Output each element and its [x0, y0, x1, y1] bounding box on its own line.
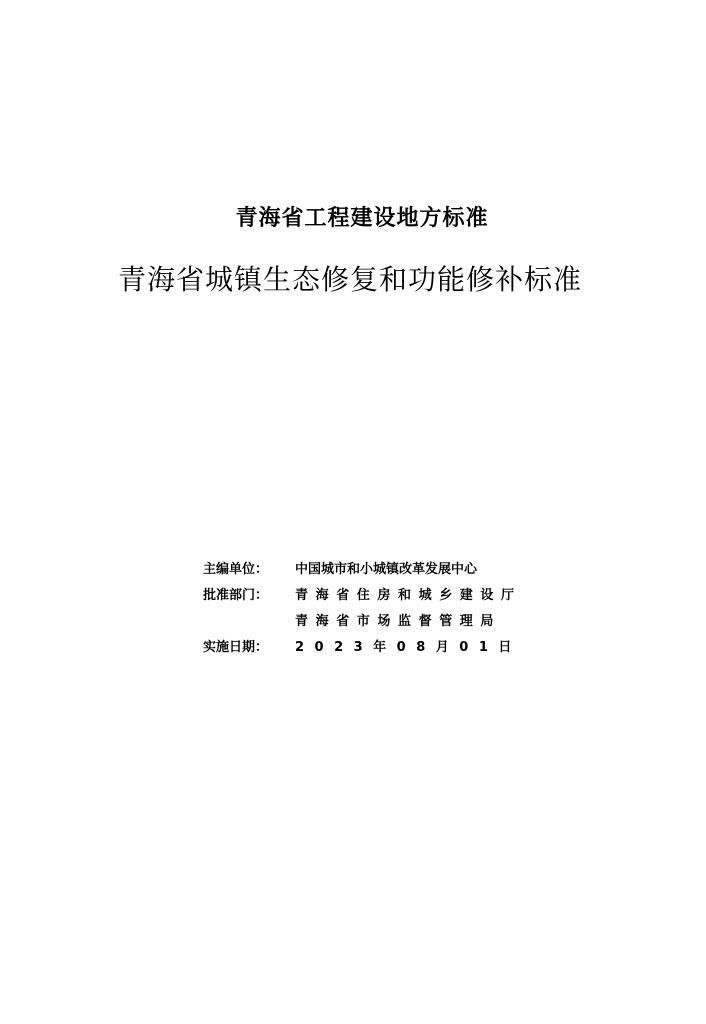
approver-value-1: 青海省住房和城乡建设厅	[295, 588, 522, 603]
date-label: 实施日期：	[203, 640, 269, 655]
approver-label: 批准部门：	[203, 588, 269, 603]
editor-label: 主编单位：	[203, 562, 269, 577]
approver-value-2: 青海省市场监督管理局	[295, 614, 502, 629]
document-title: 青海省城镇生态修复和功能修补标准	[118, 263, 583, 296]
editor-value: 中国城市和小城镇改革发展中心	[295, 562, 478, 577]
date-value: 2023年08月01日	[295, 640, 522, 655]
series-title: 青海省工程建设地方标准	[235, 206, 489, 231]
